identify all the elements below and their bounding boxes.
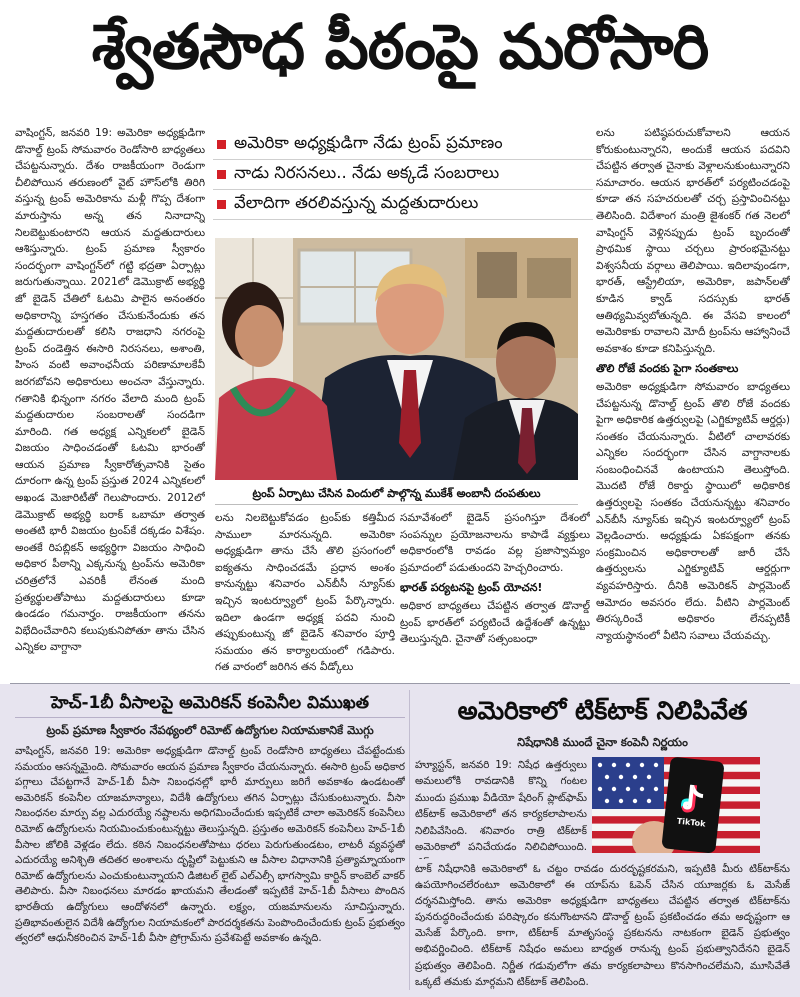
highlight-item bbox=[213, 190, 593, 220]
star-icon bbox=[654, 787, 658, 791]
story-column-4-text: అమెరికా అధ్యక్షుడిగా సోమవారం బాధ్యతలు చేపట్టనున్న డొనాల్డ్ ట్రంప్ తొలి రోజే వందకు పైగా అధికారిక ఉత్తర్వులపై (ఎగ్జిక్యూటివ్ ఆర్డర్లు) సంతకం చేయనున్నారు. వీటిలో చాలావరకు ఎన్నికల సందర్భంగా చేసిన వాగ్దానాలకు సంబంధించినవే ఉంటాయని తెలుస్తోంది. మొదటి రోజే రికార్డు స్థాయిలో అధికారిక ఉత్తర్వులపై సంతకం చేయనున్నట్టు శనివారం ఎన్‌బీసీ న్యూస్‌కు ఇచ్చిన ఇంటర్వ్యూలో ట్రంప్ వెల్లడించారు. అధ్యక్షుడు ఏకపక్షంగా తనకు సంక్రమించిన అధికారాలతో జారీ చేసే ఉత్తర్వులను ఎగ్జిక్యూటివ్ ఆర్డర్లుగా వ్యవహరిస్తారు. దీనికి అమెరికన్ పార్లమెంట్ ఆమోదం అవసరం లేదు. వీటిని పార్లమెంట్ తిరస్కరించే అధికారం లేనప్పటికీ న్యాయస్థానంలో వీటిని సవాలు చేయవచ్చు. bbox=[596, 380, 790, 642]
star-icon bbox=[605, 799, 609, 803]
star-icon bbox=[626, 787, 630, 791]
photo-wall-frame bbox=[477, 252, 517, 298]
bullet-square-icon bbox=[217, 170, 226, 179]
story-column-3-text: సమావేశంలో బైడెన్ ప్రసంగిస్తూ దేశంలో సంపన్నుల ప్రయోజనాలను కాపాడే వ్యక్తులు అధికారంలోకి రావడం వల్ల ప్రజాస్వామ్యం ప్రమాదంలో పడుతుందని హెచ్చరించారు. bbox=[400, 512, 590, 574]
story-column-3-text: అధికార బాధ్యతలు చేపట్టిన తర్వాత డొనాల్డ్ ట్రంప్ భారత్‌లో పర్యటించే ఉద్దేశంతో ఉన్నట్టు తెలుస్తున్నది. చైనాతో సత్సంబంధా bbox=[400, 599, 590, 646]
column-divider bbox=[409, 690, 410, 990]
star-icon bbox=[647, 799, 651, 803]
star-icon bbox=[640, 763, 644, 767]
news-photo bbox=[215, 238, 578, 480]
highlights-list bbox=[213, 130, 593, 230]
h1b-story-text: వాషింగ్టన్, జనవరి 19: అమెరికా అధ్యక్షుడిగా డొనాల్డ్ ట్రంప్ రెండోసారి బాధ్యతలు చేపట్టేందుకు సమయం ఆసన్నమైంది. సోమవారం ఆయన ప్రమాణ స్వీకారం చేయనున్నారు. ఈసారి ట్రంప్ అధికార పగ్గాలు చేపట్టగానే హెచ్-1బీ వీసా నిబంధనల్లో భారీ మార్పులు జరిగే అవకాశం ఉండటంతో అమెరికన్ కంపెనీల యాజమాన్యాలు, విదేశీ ఉద్యోగులు తగిన ఏర్పాట్లు చేసుకుంటున్నారు. వీసా నిబంధనల మార్పు వల్ల ఎదురయ్యే నష్టాలను అధిగమించేందుకు ఇప్పటికే చాలా అమెరికన్ కంపెనీలు రిమోట్ ఉద్యోగులను నియమించుకుంటున్నట్టు తెలుస్తున్నది. ప్రస్తుతం అమెరికన్ కంపెనీలు హెచ్-1బీ వీసాల జోలికి వెళ్లడం లేదు. కఠిన నిబంధనలతోపాటు ధరలు పెరుగుతుండటం, లాటరీ వ్యవస్థతో ఎదురయ్యే అనిశ్చితి తదితర అంశాలను దృష్టిలో పెట్టుకుని ఆ వీసాల విధానానికి ప్రత్యామ్నాయంగా రిమోట్ ఉద్యోగులను ఎంచుకుంటున్నాయని డిజిటల్ లైట్ ఎల్ఎల్సీ భాగస్వామి కార్టిన్ కాంబెల్ వాకర్ తెలిపారు. వీసా నిబంధనలు మారడం ఖాయమని తేలడంతో ఇప్పటికే హెచ్-1బీ వీసాలు పొందిన భారతీయ ఉద్యోగులు ఆందోళనలో ఉన్నారు. లక్ష్యం, యజమానులను సూచిస్తున్నారు. ప్రతిభావంతులైన విదేశీ ఉద్యోగుల నియామకంలో పారదర్శకతను పెంపొందించేందుకు ట్రంప్ ప్రభుత్వం త్వరలో ఆధునీకరించిన హెచ్-1బీ వీసా ప్రోగ్రామ్‌ను ప్రవేశపెట్టే అవకాశం ఉన్నది. bbox=[15, 745, 405, 945]
main-headline: శ్వేతసౌధ పీఠంపై మరోసారి bbox=[91, 10, 709, 83]
tiktok-logo-text: TikTok bbox=[676, 816, 706, 829]
star-icon bbox=[612, 787, 616, 791]
bullet-square-icon bbox=[217, 200, 226, 209]
h1b-story-headline: హెచ్-1బీ వీసాలపై అమెరికన్ కంపెనీల విముఖత bbox=[15, 689, 405, 718]
photo-wall-frame bbox=[527, 258, 571, 298]
tiktok-story-headline: అమెరికాలో టిక్‌టాక్ నిలిపివేత bbox=[457, 696, 748, 725]
tiktok-story-text: హ్యూస్టన్, జనవరి 19: నిషేధ ఉత్తర్వులు అమలులోకి రావడానికి కొన్ని గంటల ముందు ప్రముఖ వీడియో షేరింగ్ ప్లాట్‌ఫామ్ టిక్‌టాక్ అమెరికాలో తన కార్యకలాపాలను నిలిపివేసింది. శనివారం రాత్రి టిక్‌టాక్ అమెరికాలో పనిచేయడం నిలిచిపోయింది. bbox=[415, 759, 587, 854]
star-icon bbox=[605, 775, 609, 779]
tiktok-story-body-top bbox=[415, 757, 587, 859]
story-column-1 bbox=[15, 125, 205, 680]
h1b-story-body bbox=[15, 744, 405, 992]
photo-left-face bbox=[235, 305, 283, 367]
tiktok-photo-illustration bbox=[592, 757, 760, 853]
story-column-2-text: లను నిలబెట్టుకోవడం ట్రంప్‌కు కత్తిమీద సాములా మారనున్నది. అమెరికా అధ్యక్షుడిగా తాను చేసే తొలి ప్రసంగంలో ఐక్యతను సాధించడమే ప్రధాన అంశం కానున్నట్టు శనివారం ఎన్‌బీసీ న్యూస్‌కు ఇచ్చిన ఇంటర్వ్యూలో ట్రంప్ పేర్కొన్నారు. ఇదిలా ఉండగా అధ్యక్ష పదవి నుంచి తప్పుకుంటున్న జో బైడెన్ శనివారం పూర్తి సమయం తన కార్యాలయంలో గడిపారు. గత వారంలో జరిగిన తన వీడ్కోలు bbox=[215, 512, 395, 674]
star-icon bbox=[619, 775, 623, 779]
tiktok-story-body-bottom bbox=[415, 861, 790, 991]
highlight-item bbox=[213, 130, 593, 160]
star-icon bbox=[598, 763, 602, 767]
highlight-item bbox=[213, 160, 593, 190]
highlight-text: నాడు నిరసనలు.. నేడు అక్కడే సంబరాలు bbox=[234, 163, 500, 182]
story-column-4-text: లను పటిష్ఠపరుచుకోవాలని ఆయన కోరుకుంటున్నారని, అందుకే ఆయన పదవిని చేపట్టిన తర్వాత చైనాకు వెళ్లాలనుకుంటున్నారని సమాచారం. ఆయన భారత్‌లో పర్యటించడంపై కూడా తన సహచరులతో చర్చ ప్రస్తావించినట్టు తెలిసింది. విదేశాంగ మంత్రి జైశంకర్ గత నెలలో వాషింగ్టన్ వెళ్లినప్పుడు ట్రంప్ బృందంతో ప్రాథమిక స్థాయి చర్చలు ప్రారంభమైనట్టు విశ్వసనీయ వర్గాలు తెలిపాయి. ఇదిలావుండగా, భారత్, ఆస్ట్రేలియా, అమెరికా, జపాన్‌లతో కూడిన క్వాడ్ సదస్సుకు భారత్ ఆతిథ్యమివ్వబోతున్నది. ఈ వేసవి కాలంలో అమెరికాకు రావాలని మోదీ ట్రంప్‌ను ఆహ్వానించే అవకాశం కూడా కనిపిస్తున్నది. bbox=[596, 127, 790, 355]
star-icon bbox=[633, 799, 637, 803]
story-column-1-text: వాషింగ్టన్, జనవరి 19: అమెరికా అధ్యక్షుడిగా డొనాల్డ్ ట్రంప్ సోమవారం రెండోసారి బాధ్యతలు చేపట్టనున్నారు. దేశం రాజకీయంగా రెండుగా చీలిపోయిన తరుణంలో వైట్ హౌస్‌లోకి తిరిగి వస్తున్న ట్రంప్ అమెరికాను మళ్లీ గొప్ప దేశంగా మారుస్తాను అన్న తన నినాదాన్ని నిలబెట్టుకుంటారని ఆయన మద్దతుదారులు ఆశిస్తున్నారు. ట్రంప్ ప్రమాణ స్వీకారం సందర్భంగా వాషింగ్టన్‌లో గట్టి భద్రతా ఏర్పాట్లు జరుగుతున్నాయి. 2021లో డెమొక్రాట్ అభ్యర్థి జో బైడెన్ చేతిలో ఓటమి పాలైన అనంతరం అధికారాన్ని హస్తగతం చేసుకునేందుకు తన మద్దతుదారులతో కలిసి రాజధాని నగరంపై ట్రంప్ దండెత్తిన ఈసారి నిరసనలు, అశాంతి, హింస వంటి అవాంఛనీయ పరిణామాలకేవీ జరగబోవని అధికారులు అంచనా వేస్తున్నారు. గతానికి భిన్నంగా నగరం వేలాది మంది ట్రంప్ మద్దతుదారుల సంబరాలతో సందడిగా మారింది. గత అధ్యక్ష ఎన్నికలలో బైడెన్ విజయం సాధించడంతో ఓటమి భారంతో ఆయన ప్రమాణ స్వీకారోత్సవానికి సైతం దూరంగా ఉన్న ట్రంప్ ప్రస్తుత 2024 ఎన్నికలలో అఖండ మెజారిటీతో గెలుపొందారు. 2012లో డెమొక్రాట్ అభ్యర్థి బరాక్ ఒబామా తర్వాత అంతటి భారీ విజయం ట్రంప్‌కే దక్కడం విశేషం. అంతకే రిపబ్లికన్ అభ్యర్థిగా విజయం సాధించి అధికార పీఠాన్ని ఎక్కనున్న ట్రంప్‌ను అమెరికా చరిత్రలోనే ఎవరికీ లేనంత మంది ప్రత్యర్థులతోపాటు మద్దతుదారులు కూడా ఉండడం గమనార్హం. రాజకీయంగా తనను విభేదించేవారిని కలుపుకునిపోతూ తాను చేసిన ఎన్నికల వాగ్దానా bbox=[15, 127, 205, 654]
tiktok-photo bbox=[592, 757, 760, 853]
tiktok-story-text: టాక్ నిషేధానికి అమెరికాలో ఓ చట్టం రావడం దురదృష్టకరమని, ఇప్పటికి మీరు టిక్‌టాక్‌ను ఉపయోగించలేరంటూ అమెరికాలో ఈ యాప్‌ను ఓపెన్ చేసిన యూజర్లకు ఓ మెసేజ్ దర్శనమిస్తోంది. తాను అమెరికా అధ్యక్షుడిగా బాధ్యతలు చేపట్టిన తర్వాత టిక్‌టాక్‌ను పునరుద్ధరించేందుకు పరిష్కారం కనుగొంటానని డొనాల్డ్ ట్రంప్ ప్రకటించడం తమ అదృష్టంగా ఆ మెసేజ్ పేర్కొంది. కాగా, టిక్‌టాక్ మాతృసంస్థ ప్రకటనను నాటకంగా బైడెన్ ప్రభుత్వం అభివర్ణించింది. టిక్‌టాక్ నిషేధం అమలు బాధ్యత రానున్న ట్రంప్ ప్రభుత్వానిదేనని బైడెన్ ప్రభుత్వం తెలిపింది. నిర్ణీత గడువులోగా తమ కార్యకలాపాలు కొనసాగించలేమని, మూసివేతే ఒక్కటే తమకు మార్గమని టిక్‌టాక్ తెలిపింది. bbox=[415, 863, 790, 988]
news-photo-illustration bbox=[215, 238, 578, 480]
bullet-square-icon bbox=[217, 140, 226, 149]
photo-caption: ట్రంప్ ఏర్పాటు చేసిన విందులో పాల్గొన్న ముకేశ్ అంబానీ దంపతులు bbox=[215, 483, 578, 505]
h1b-story-subheading: ట్రంప్ ప్రమాణ స్వీకారం నేపథ్యంలో రిమోట్ ఉద్యోగుల నియామకానికే మొగ్గు bbox=[46, 723, 374, 737]
story-column-4 bbox=[596, 125, 790, 680]
highlight-text: వేలాదిగా తరలివస్తున్న మద్దతుదారులు bbox=[234, 193, 479, 212]
star-icon bbox=[654, 763, 658, 767]
star-icon bbox=[598, 787, 602, 791]
tiktok-story-subheading: నిషేధానికి ముందే చైనా కంపెనీ నిర్ణయం bbox=[517, 735, 688, 749]
star-icon bbox=[640, 787, 644, 791]
story-subheading-signatures: తొలి రోజే వందకు పైగా సంతకాలు bbox=[596, 362, 739, 376]
story-column-3 bbox=[400, 510, 590, 680]
highlight-text: అమెరికా అధ్యక్షుడిగా నేడు ట్రంప్ ప్రమాణం bbox=[234, 133, 503, 152]
star-icon bbox=[647, 775, 651, 779]
story-subheading-india-visit: భారత్ పర్యటనపై ట్రంప్ యోచన! bbox=[400, 581, 543, 595]
star-icon bbox=[619, 799, 623, 803]
story-column-2 bbox=[215, 510, 395, 680]
star-icon bbox=[626, 763, 630, 767]
star-icon bbox=[612, 763, 616, 767]
smartphone bbox=[661, 757, 724, 853]
star-icon bbox=[633, 775, 637, 779]
